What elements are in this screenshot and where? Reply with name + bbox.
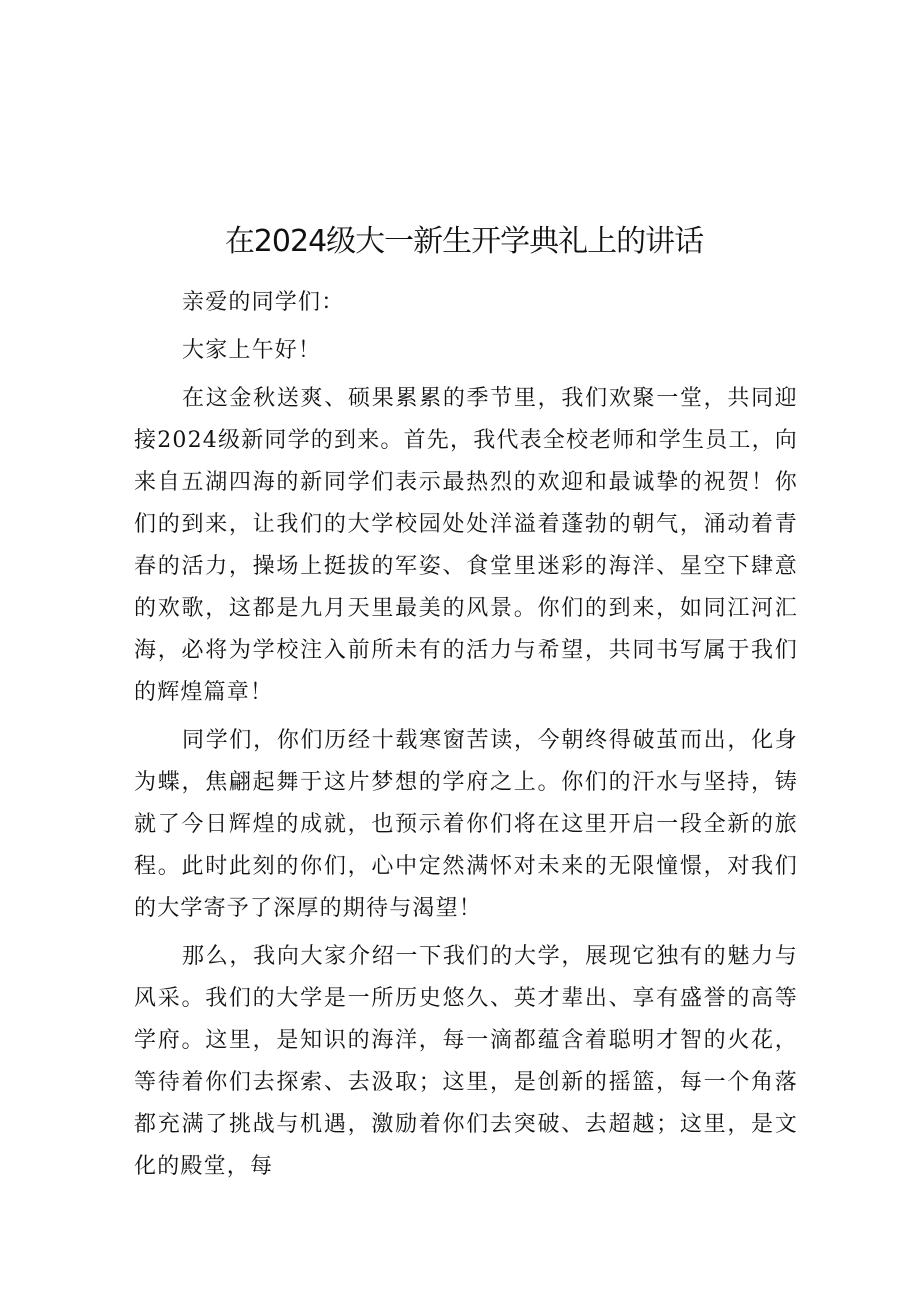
- salutation: 亲爱的同学们：: [182, 290, 345, 315]
- document-body: [134, 282, 798, 1194]
- paragraph-welcome: 在这金秋送爽、硕果累累的季节里，我们欢聚一堂，共同迎接2024级新同学的到来。首先，我代表全校老师和学生员工，向来自五湖四海的新同学们表示最热烈的欢迎和最诚挚的祝贺！你们的到来，让我们的大学校园处处洋溢着蓬勃的朝气，涌动着青春的活力，操场上挺拔的军姿、食堂里迷彩的海洋、星空下肆意的欢歌，这都是九月天里最美的风景。你们的到来，如同江河汇海，必将为学校注入前所未有的活力与希望，共同书写属于我们的辉煌篇章！: [134, 386, 798, 705]
- greeting: 大家上午好！: [182, 338, 322, 363]
- document-title: 在2024级大一新生开学典礼上的讲话: [224, 224, 704, 259]
- paragraph-journey: 同学们，你们历经十载寒窗苦读，今朝终得破茧而出，化身为蝶，焦翩起舞于这片梦想的学府之上。你们的汗水与坚持，铸就了今日辉煌的成就，也预示着你们将在这里开启一段全新的旅程。此时此刻的你们，心中定然满怀对未来的无限憧憬，对我们的大学寄予了深厚的期待与渴望！: [134, 728, 798, 921]
- paragraph-university-intro: 那么，我向大家介绍一下我们的大学，展现它独有的魅力与风采。我们的大学是一所历史悠久、英才辈出、享有盛誉的高等学府。这里，是知识的海洋，每一滴都蕴含着聪明才智的火花，等待着你们去探索、去汲取；这里，是创新的摇篮，每一个角落都充满了挑战与机遇，激励着你们去突破、去超越；这里，是文化的殿堂，每: [134, 944, 798, 1179]
